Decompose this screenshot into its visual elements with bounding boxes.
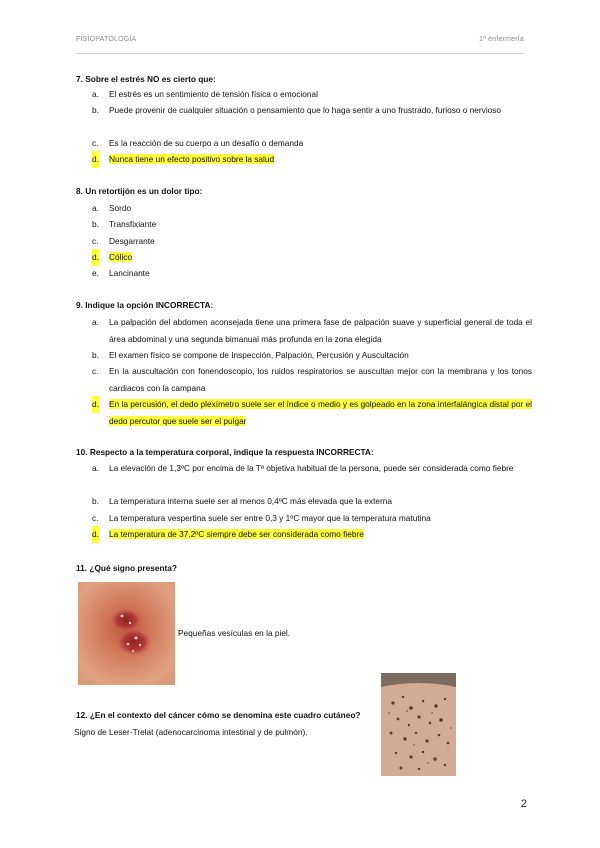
question-11-title: 11. ¿Qué signo presenta? [76, 563, 177, 573]
highlighted-answer: Nunca tiene un efecto positivo sobre la salud [109, 154, 275, 164]
leser-trelat-back-photo [381, 673, 456, 776]
option-text: Lancinante [109, 268, 150, 278]
option-text: Transfixiante [109, 219, 157, 229]
option-letter: d. [92, 396, 99, 413]
option-letter: a. [92, 89, 99, 99]
option-text [109, 151, 532, 168]
option-text [109, 396, 532, 429]
option-letter: d. [92, 526, 99, 543]
option-text: La temperatura vespertina suele ser entre 0,3 y 1ºC mayor que la temperatura matutina [109, 513, 431, 523]
option-text [109, 249, 532, 266]
question-7-title: 7. Sobre el estrés NO es cierto que: [76, 74, 216, 84]
option-text: La elevación de 1,3ºC por encima de la Tª objetiva habitual de la persona, puede ser considerada como fiebre [109, 463, 514, 473]
q7-option-a [92, 86, 532, 102]
option-letter: c. [92, 138, 99, 148]
header-divider [76, 53, 524, 54]
option-letter: c. [92, 236, 99, 246]
option-text: En la auscultación con fonendoscopio, los ruidos respiratorios se auscultan mejor con la membrana y los tonos cardiacos con la campana [109, 366, 532, 393]
option-letter: b. [92, 496, 99, 506]
option-letter: a. [92, 463, 99, 473]
option-letter: a. [92, 317, 99, 327]
highlighted-answer: Cólico [109, 252, 133, 262]
option-letter: d. [92, 249, 99, 266]
q9-option-b [92, 347, 532, 363]
option-letter: e. [92, 268, 99, 278]
option-text: Desgarrante [109, 236, 155, 246]
q7-option-c [92, 135, 532, 151]
option-letter: c. [92, 366, 99, 376]
header-subject: FISIOPATOLOGÍA [76, 36, 137, 43]
q9-option-a [92, 314, 532, 347]
q10-option-d-correct [92, 526, 532, 542]
option-letter: a. [92, 203, 99, 213]
q10-option-a [92, 460, 532, 493]
question-9-title: 9. Indique la opción INCORRECTA: [76, 300, 214, 310]
option-text: Sordo [109, 203, 132, 213]
q10-option-b [92, 493, 532, 509]
q8-option-d-correct [92, 249, 532, 265]
option-letter: d. [92, 151, 99, 168]
q8-option-b [92, 216, 532, 232]
highlighted-answer: La temperatura de 37,2ºC siempre debe ser considerada como fiebre [109, 529, 364, 539]
q9-option-d-correct [92, 396, 532, 429]
question-11-answer: Pequeñas vesículas en la piel. [178, 628, 291, 638]
option-text: Es la reacción de su cuerpo a un desafío o demanda [109, 138, 304, 148]
q8-option-c [92, 233, 532, 249]
highlighted-answer: En la percusión, el dedo plexímetro suele ser el índice o medio y es golpeado en la zona interfalángica distal por el dedo percutor que suele ser el pulgar [109, 399, 532, 426]
option-letter: c. [92, 513, 99, 523]
option-text: El estrés es un sentimiento de tensión física o emocional [109, 89, 318, 99]
question-12-answer: Signo de Leser-Trelat (adenocarcinoma intestinal y de pulmón). [74, 727, 308, 737]
q8-option-a [92, 200, 532, 216]
option-letter: b. [92, 219, 99, 229]
question-12-title: 12. ¿En el contexto del cáncer cómo se denomina este cuadro cutáneo? [76, 710, 361, 720]
q8-option-e [92, 265, 532, 281]
header-course: 1º enfermería [479, 36, 524, 43]
skin-vesicles-photo [78, 582, 175, 685]
q7-option-d-correct [92, 151, 532, 167]
q10-option-c [92, 510, 532, 526]
option-text: El examen físico se compone de Inspección, Palpación, Percusión y Auscultación [109, 350, 409, 360]
option-text: Puede provenir de cualquier situación o pensamiento que lo haga sentir a uno frustrado, furioso o nervioso [109, 105, 502, 115]
option-letter: b. [92, 350, 99, 360]
page-number: 2 [520, 798, 527, 810]
option-text: La temperatura interna suele ser al menos 0,4ºC más elevada que la externa [109, 496, 392, 506]
option-text: La palpación del abdomen aconsejada tiene una primera fase de palpación suave y superficial general de toda el área abdominal y una segunda bimanual más profunda en la zona elegida [109, 317, 532, 344]
option-letter: b. [92, 105, 99, 115]
question-10-title: 10. Respecto a la temperatura corporal, indique la respuesta INCORRECTA: [76, 447, 374, 457]
option-text [109, 526, 532, 543]
q9-option-c [92, 363, 532, 396]
question-8-title: 8. Un retortijón es un dolor tipo: [76, 186, 203, 196]
back-skin-image [381, 673, 456, 776]
skin-vesicles-image [78, 582, 175, 685]
q7-option-b [92, 102, 532, 135]
